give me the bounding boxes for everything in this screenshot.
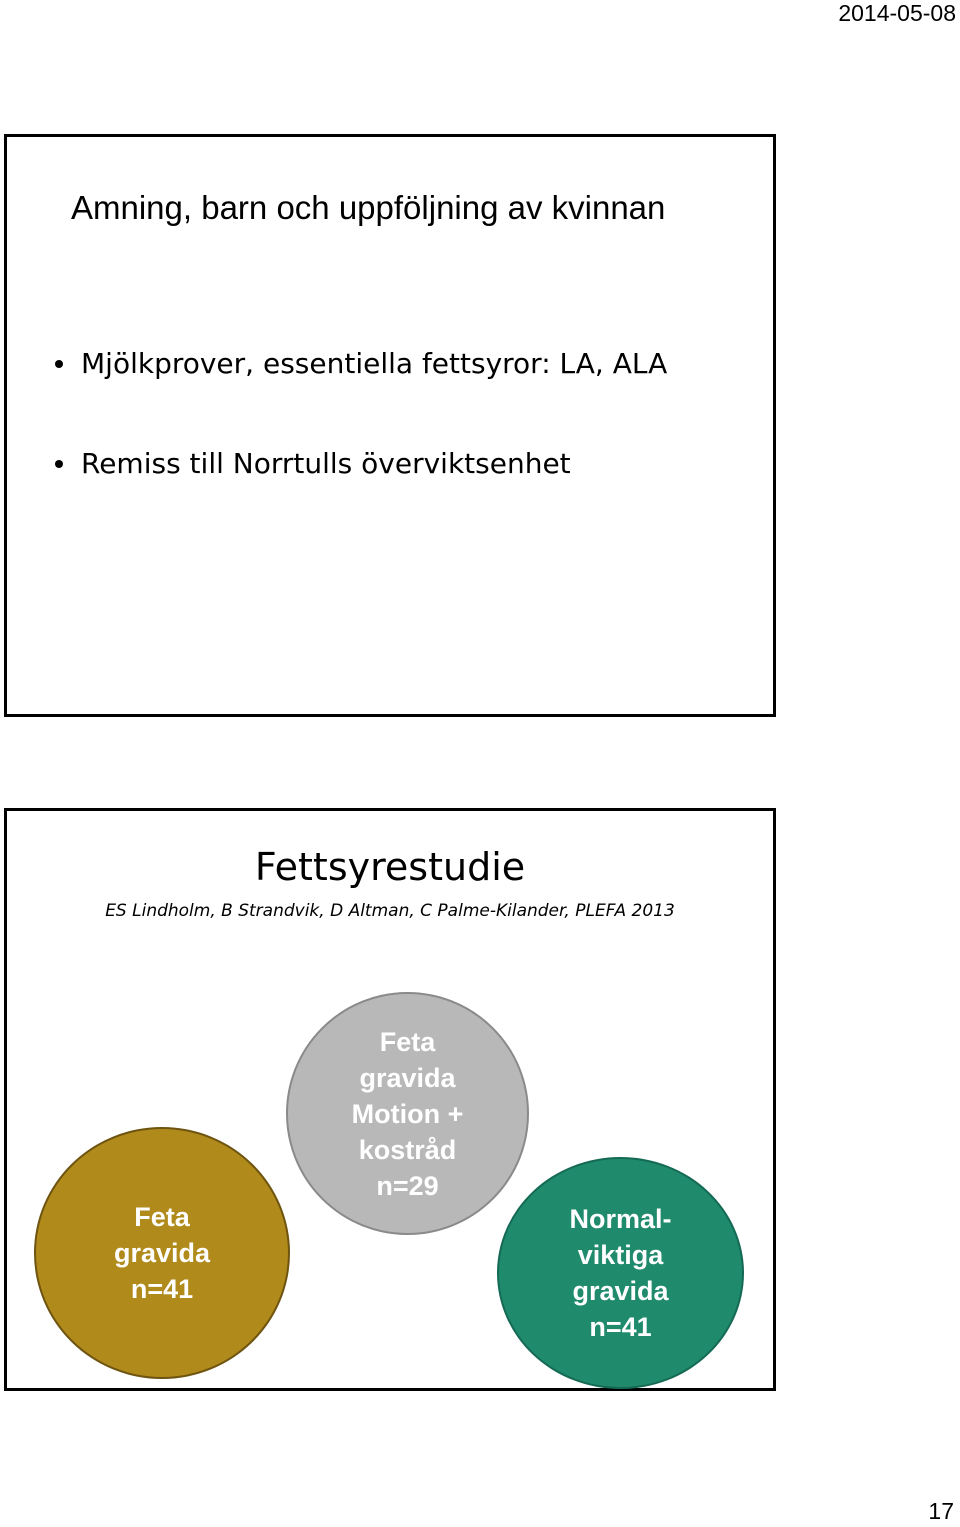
group-label-line: gravida	[572, 1276, 669, 1306]
slide-2	[4, 808, 776, 1391]
header-date: 2014-05-08	[838, 0, 956, 26]
slide-1	[4, 134, 776, 717]
bullet-text: Remiss till Norrtulls överviktsenhet	[81, 447, 571, 480]
page-number: 17	[928, 1498, 954, 1524]
group-label-line: Normal-	[569, 1204, 672, 1234]
bullet-item	[51, 347, 667, 381]
bullet-item	[51, 447, 667, 481]
slide-1-bullet-list	[51, 347, 667, 547]
group-label-line: Motion +	[351, 1098, 464, 1129]
group-circle-exercise-diet	[286, 992, 529, 1235]
group-label-line: n=41	[589, 1312, 652, 1342]
group-label-line: viktiga	[577, 1240, 664, 1270]
slide-2-citation: ES Lindholm, B Strandvik, D Altman, C Palme-Kilander, PLEFA 2013	[105, 901, 675, 921]
group-circle-obese	[34, 1127, 290, 1379]
group-label-line: Feta	[134, 1202, 190, 1232]
slide-2-title: Fettsyrestudie	[254, 845, 526, 889]
group-label-line: gravida	[359, 1062, 456, 1093]
group-label-line: gravida	[113, 1238, 211, 1268]
bullet-text: Mjölkprover, essentiella fettsyror: LA, ALA	[81, 347, 668, 380]
slide-1-title: Amning, barn och uppföljning av kvinnan	[71, 189, 666, 226]
group-label-line: kostråd	[358, 1134, 457, 1165]
group-circle-normal-weight	[497, 1157, 744, 1389]
group-label-line: Feta	[379, 1026, 436, 1057]
bullet-icon	[55, 360, 63, 368]
group-label-line: n=41	[130, 1274, 194, 1304]
group-label-line: n=29	[376, 1170, 439, 1201]
bullet-icon	[55, 460, 63, 468]
